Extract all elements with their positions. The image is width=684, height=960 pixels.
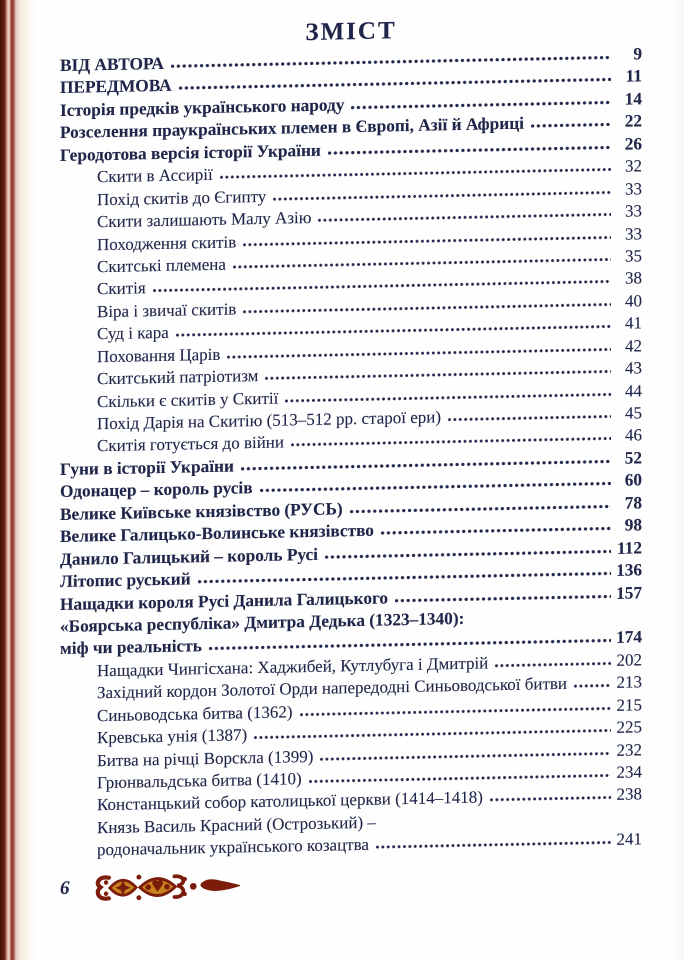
toc-page-number: 225 (616, 717, 642, 737)
dot-leader (284, 392, 611, 404)
toc-entry-label: Скитський патріотизм (97, 366, 259, 389)
toc-page-number: 232 (616, 739, 642, 760)
toc-entry-label: Велике Галицько-Волинське князівство (60, 520, 374, 547)
toc-entry-label: Похід Дарія на Скитію (513–512 рр. старої ери) (97, 407, 442, 434)
toc-page-number: 45 (625, 403, 642, 423)
toc-entry-label: Гуни в історії України (60, 456, 234, 479)
toc-page-number: 33 (625, 223, 642, 244)
toc-page-number: 35 (625, 246, 642, 266)
toc-page-number: 202 (616, 650, 642, 670)
toc-entry-label: Скитія (97, 278, 146, 299)
toc-entry-label: Одонацер – король русів (60, 478, 253, 502)
dot-leader (308, 773, 611, 784)
dot-leader (240, 459, 611, 471)
dot-leader (219, 167, 611, 180)
toc-page-number: 22 (624, 111, 642, 131)
toc-entry-label: Західний кордон Золотої Орди напередодні Синьоводської битви (97, 674, 568, 703)
toc-entry-label: Данило Галицький – король Русі (60, 544, 318, 569)
toc-page-number: 234 (616, 762, 642, 782)
toc-entry-label: Битва на річці Ворскла (1399) (97, 746, 314, 770)
toc-entry-label: Похід скитів до Єгипту (97, 186, 267, 209)
toc-page-number: 238 (616, 784, 642, 805)
toc-entry-label: ВІД АВТОРА (60, 53, 164, 75)
toc-entry-label: Скитія готується до війни (97, 432, 284, 456)
toc-page-number: 41 (625, 313, 642, 333)
toc-page-number: 157 (616, 582, 642, 603)
toc-page-number: 33 (625, 201, 642, 221)
dot-leader (290, 436, 611, 447)
dot-leader (259, 481, 611, 493)
dot-leader (324, 549, 611, 560)
dot-leader (178, 77, 611, 91)
dot-leader (242, 234, 611, 246)
dot-leader (494, 661, 611, 668)
toc-page-number: 213 (616, 672, 642, 693)
toc-page-number: 9 (633, 44, 642, 64)
toc-entry-label: Грюнвальдська битва (1410) (97, 769, 302, 793)
dot-leader (573, 683, 611, 689)
toc-page-number: 52 (624, 448, 642, 468)
toc-entry-label: Поховання Царів (97, 344, 221, 366)
toc-page-number: 136 (616, 560, 642, 580)
dot-leader (226, 347, 611, 360)
toc-page-number: 26 (624, 134, 642, 154)
toc-page-number: 42 (625, 336, 642, 356)
dot-leader (264, 369, 611, 381)
dot-leader (375, 840, 611, 850)
toc-page-number: 43 (625, 358, 642, 378)
toc-entry-label: Скити в Ассирії (97, 165, 213, 187)
toc-entry-label: міф чи реальність (60, 636, 202, 659)
toc-entry-label: Віра і звичаї скитів (97, 299, 237, 322)
dot-leader (253, 728, 611, 740)
toc-entry-label: Нащадки Чингісхана: Хаджибей, Кутлубуга і Дмитрій (97, 653, 489, 681)
dot-leader (380, 526, 611, 536)
table-of-contents (60, 44, 642, 863)
toc-entry-label: Суд і кара (97, 323, 169, 344)
toc-page-number: 241 (616, 829, 642, 850)
toc-entry-label: ПЕРЕДМОВА (60, 76, 172, 98)
toc-entry-label: Кревська унія (1387) (97, 725, 248, 748)
dot-leader (197, 571, 611, 584)
toc-entry-label: Скільки є скитів у Скитії (97, 388, 279, 411)
toc-page-number: 215 (616, 695, 642, 715)
toc-entry-label: Констанцький собор католицької церкви (1414–1418) (97, 787, 483, 815)
page-number: 6 (60, 877, 70, 899)
page-title: ЗМІСТ (305, 17, 397, 47)
toc-page-number: 33 (625, 178, 642, 199)
toc-page-number: 98 (624, 515, 642, 535)
toc-entry-label: Розселення праукраїнських племен в Європі, Азії й Африці (60, 113, 524, 143)
dot-leader (175, 324, 611, 338)
toc-page-number: 38 (625, 268, 642, 289)
toc-entry-label: Геродотова версія історії України (60, 140, 321, 165)
toc-page-number: 44 (625, 380, 642, 401)
toc-page-number: 60 (624, 470, 642, 490)
dot-leader (152, 279, 611, 293)
toc-page-number: 174 (616, 627, 642, 648)
dot-leader (272, 190, 611, 202)
dot-leader (299, 706, 611, 717)
dot-leader (489, 795, 611, 802)
dot-leader (319, 751, 611, 762)
toc-entry-label: Історія предків українського народу (60, 95, 345, 120)
toc-page-number: 14 (624, 89, 642, 109)
toc-entry-label: Літопис руський (60, 569, 191, 592)
dot-leader (232, 257, 611, 270)
toc-page-number: 40 (625, 291, 642, 311)
folk-vignette-icon (92, 866, 242, 907)
dot-leader (242, 302, 611, 314)
dot-leader (317, 212, 611, 223)
toc-entry-label: Скитські племена (97, 254, 226, 277)
toc-page-number: 78 (624, 493, 642, 513)
toc-page-number: 46 (625, 425, 642, 446)
dot-leader (447, 414, 611, 422)
dot-leader (349, 504, 611, 514)
dot-leader (170, 55, 611, 69)
toc-page-number: 32 (625, 156, 642, 176)
dot-leader (350, 100, 611, 110)
toc-entry-label: Князь Василь Красний (Острозький) – (97, 812, 376, 838)
dot-leader (394, 593, 611, 602)
toc-entry-label: Нащадки короля Русі Данила Галицького (60, 587, 389, 614)
toc-entry-label: Скити залишають Малу Азію (97, 208, 312, 232)
toc-entry-label: «Боярська республіка» Дмитра Дедька (1323–1340): (60, 608, 465, 636)
toc-page-number: 11 (625, 66, 642, 87)
toc-entry-label: Походження скитів (97, 231, 237, 254)
toc-entry-label: Велике Київське князівство (РУСЬ) (60, 499, 343, 524)
dot-leader (327, 145, 611, 156)
page-footer (60, 857, 642, 909)
toc-entry-label: родоначальник українського козацтва (97, 835, 369, 860)
toc-entry-label: Синьоводська битва (1362) (97, 702, 293, 725)
dot-leader (530, 122, 611, 129)
dot-leader (208, 638, 611, 651)
toc-page-number: 112 (617, 537, 642, 558)
